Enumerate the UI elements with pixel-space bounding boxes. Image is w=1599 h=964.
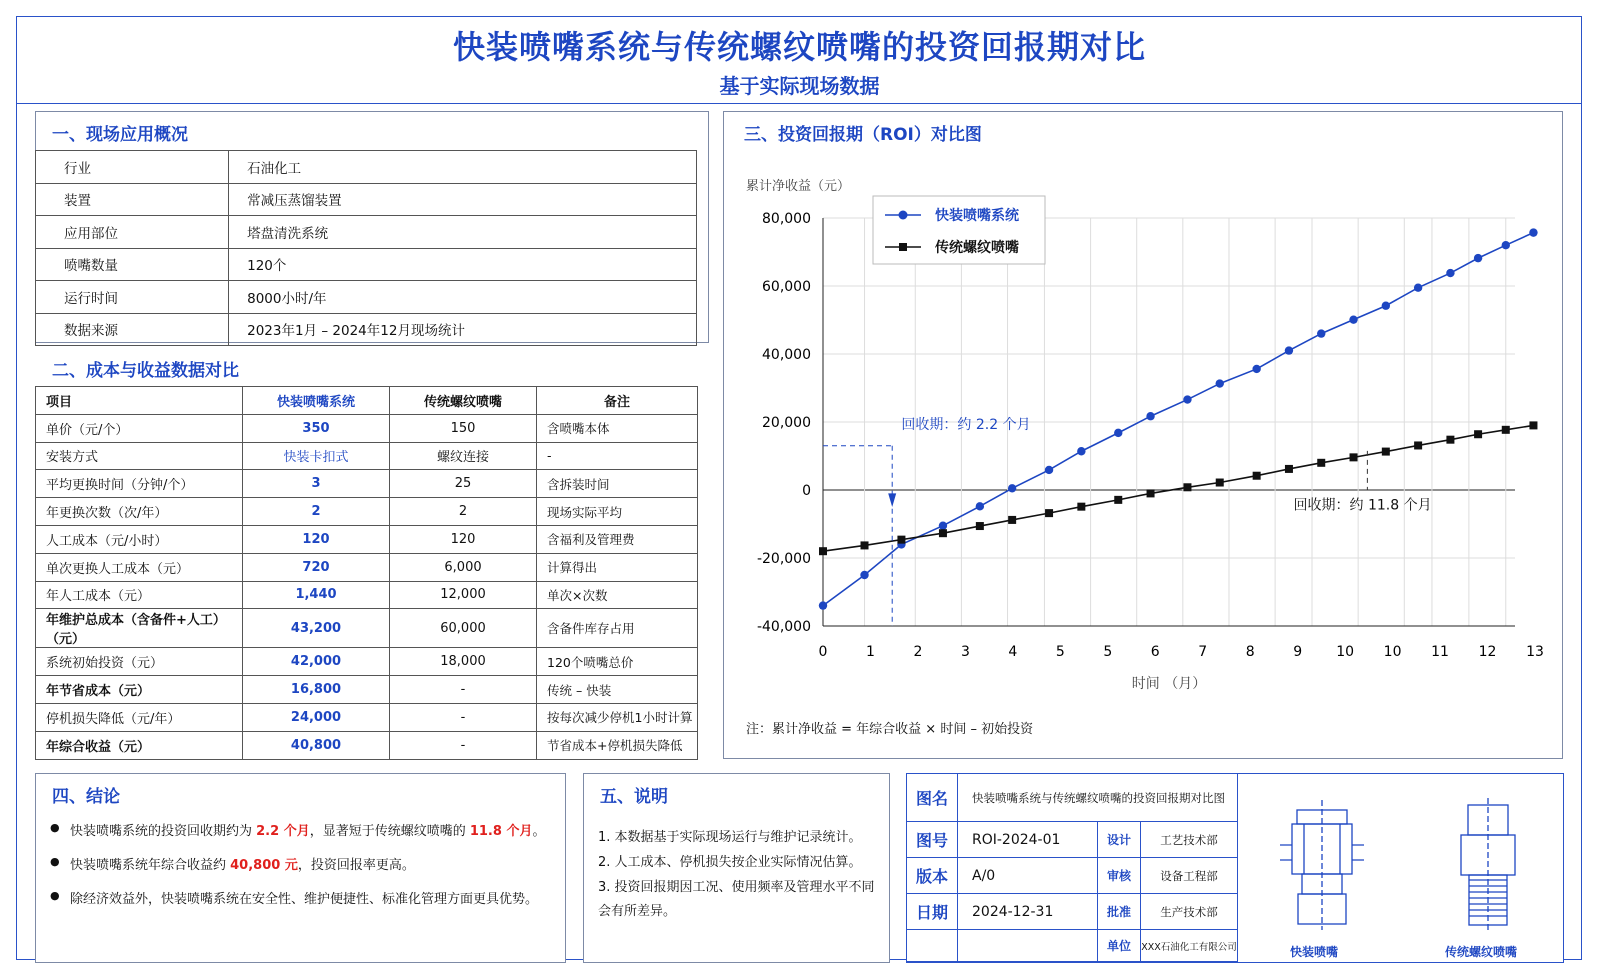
note-item: 1. 本数据基于实际现场运行与维护记录统计。 [598, 830, 862, 845]
data-point [1382, 448, 1390, 456]
cost-compare-table [35, 386, 698, 760]
site-info-row [36, 216, 697, 249]
data-point [1077, 503, 1085, 511]
data-point [1114, 429, 1122, 437]
data-point [1317, 329, 1325, 337]
data-point [819, 547, 827, 555]
cell-item: 人工成本（元/小时） [36, 525, 243, 553]
y-tick-label: 80,000 [762, 211, 811, 227]
tb-sign-value: 生产技术部 [1141, 894, 1238, 930]
page-title: 快装喷嘴系统与传统螺纹喷嘴的投资回报期对比 [452, 28, 1146, 66]
data-point [1045, 509, 1053, 517]
roi-chart [723, 170, 1563, 770]
data-point [1446, 269, 1454, 277]
site-info-value: 120个 [229, 248, 697, 281]
cell-quick: 3 [243, 470, 390, 498]
col-header-traditional: 传统螺纹喷嘴 [390, 387, 537, 415]
cell-remark: 含拆装时间 [537, 470, 698, 498]
cell-item: 单价（元/个） [36, 414, 243, 442]
tb-label-blank [907, 930, 958, 962]
cell-item: 系统初始投资（元） [36, 648, 243, 676]
table-row [36, 525, 698, 553]
data-point [1008, 516, 1016, 524]
data-point [1077, 447, 1085, 455]
data-point [939, 529, 947, 537]
conclusion-text: 快装喷嘴系统年综合收益约 [70, 858, 231, 873]
data-point [860, 571, 868, 579]
title-divider [16, 103, 1582, 104]
cell-quick: 350 [243, 414, 390, 442]
quick-nozzle-caption: 快装喷嘴 [1290, 945, 1339, 959]
chart-footnote: 注：累计净收益 = 年综合收益 × 时间 – 初始投资 [746, 722, 1034, 737]
data-point [1529, 421, 1537, 429]
cell-remark: 传统 – 快装 [537, 676, 698, 704]
data-point [1147, 489, 1155, 497]
data-point [1474, 254, 1482, 262]
cell-quick: 1,440 [243, 581, 390, 609]
table-row [36, 498, 698, 526]
cell-traditional: 6,000 [390, 553, 537, 581]
x-tick-label: 0 [818, 644, 828, 660]
site-info-value: 常减压蒸馏装置 [229, 183, 697, 216]
data-point [897, 536, 905, 544]
cell-item: 年人工成本（元） [36, 581, 243, 609]
x-tick-label: 10 [1336, 644, 1355, 660]
data-point [1114, 496, 1122, 504]
data-point [1414, 284, 1422, 292]
data-point [1529, 228, 1537, 236]
cell-remark: 计算得出 [537, 553, 698, 581]
cell-remark: 单次×次数 [537, 581, 698, 609]
data-point [1183, 395, 1191, 403]
cell-item: 年节省成本（元） [36, 676, 243, 704]
conclusion-text: 。 [532, 824, 546, 839]
x-tick-label: 3 [960, 644, 970, 660]
cell-traditional: 120 [390, 525, 537, 553]
cell-item: 年维护总成本（含备件+人工）（元） [36, 609, 243, 648]
cell-traditional: 150 [390, 414, 537, 442]
cell-traditional: 2 [390, 498, 537, 526]
data-point [1045, 466, 1053, 474]
data-point [1349, 315, 1357, 323]
data-point [1382, 302, 1390, 310]
data-point [1216, 379, 1224, 387]
tb-value-blank [958, 930, 1098, 962]
cell-remark: 含福利及管理费 [537, 525, 698, 553]
cell-traditional: 18,000 [390, 648, 537, 676]
site-info-value: 塔盘清洗系统 [229, 216, 697, 249]
cell-quick: 40,800 [243, 731, 390, 759]
cell-quick: 43,200 [243, 609, 390, 648]
legend-marker [899, 211, 908, 220]
conclusion-item [52, 888, 538, 907]
cell-quick: 16,800 [243, 676, 390, 704]
table-row [36, 414, 698, 442]
y-tick-label: -20,000 [756, 551, 811, 567]
site-info-row [36, 248, 697, 281]
legend-label: 传统螺纹喷嘴 [935, 240, 1019, 256]
tb-sign-value: XXX石油化工有限公司 [1141, 930, 1238, 962]
tb-label-version: 版本 [907, 858, 958, 894]
x-tick-label: 8 [1245, 644, 1255, 660]
table-row [36, 676, 698, 704]
payback-label-quick: 回收期：约 2.2 个月 [901, 416, 1031, 433]
x-tick-label: 9 [1293, 644, 1303, 660]
cell-quick: 24,000 [243, 703, 390, 731]
data-point [1502, 241, 1510, 249]
table-row [36, 442, 698, 470]
traditional-nozzle-drawing [1433, 790, 1543, 940]
site-info-label: 应用部位 [36, 216, 229, 249]
cell-item: 年更换次数（次/年） [36, 498, 243, 526]
site-info-value: 8000小时/年 [229, 281, 697, 314]
section1-title: 一、现场应用概况 [52, 125, 188, 145]
data-point [819, 601, 827, 609]
cell-traditional: - [390, 731, 537, 759]
data-point [1446, 436, 1454, 444]
legend-marker [899, 243, 907, 251]
data-point [1253, 472, 1261, 480]
note-item: 3. 投资回报期因工况、使用频率及管理水平不同会有所差异。 [598, 880, 875, 919]
tb-sign-value: 工艺技术部 [1141, 822, 1238, 858]
site-info-value: 2023年1月 – 2024年12月现场统计 [229, 313, 697, 346]
tb-label-number: 图号 [907, 822, 958, 858]
cell-quick: 42,000 [243, 648, 390, 676]
table-row [36, 609, 698, 648]
x-tick-label: 11 [1431, 644, 1449, 660]
data-point [1252, 365, 1260, 373]
cell-quick: 2 [243, 498, 390, 526]
section3-title: 三、投资回报期（ROI）对比图 [744, 125, 982, 145]
quick-nozzle-drawing [1262, 790, 1382, 940]
x-axis-label: 时间 （月） [1131, 676, 1207, 692]
data-point [1216, 479, 1224, 487]
highlight-value: 11.8 个月 [469, 824, 533, 839]
data-point [861, 541, 869, 549]
cell-remark: 节省成本+停机损失降低 [537, 731, 698, 759]
x-tick-label: 10 [1383, 644, 1402, 660]
data-point [1146, 412, 1154, 420]
site-info-label: 数据来源 [36, 313, 229, 346]
data-point [1350, 453, 1358, 461]
y-tick-label: 40,000 [762, 347, 811, 363]
conclusion-item [52, 820, 545, 839]
x-tick-label: 12 [1478, 644, 1497, 660]
site-info-label: 喷嘴数量 [36, 248, 229, 281]
title-block-table [906, 773, 1238, 962]
data-point [1474, 430, 1482, 438]
table-row [36, 731, 698, 759]
table-row [36, 470, 698, 498]
y-tick-label: 60,000 [762, 279, 811, 295]
site-info-row [36, 313, 697, 346]
conclusion-text: ，投资回报率更高。 [297, 858, 415, 873]
cell-item: 年综合收益（元） [36, 731, 243, 759]
cell-quick: 120 [243, 525, 390, 553]
cell-item: 停机损失降低（元/年） [36, 703, 243, 731]
col-header-quick: 快装喷嘴系统 [243, 387, 390, 415]
section2-title: 二、成本与收益数据对比 [52, 361, 239, 381]
tb-value-date: 2024-12-31 [958, 894, 1098, 930]
conclusion-text: 快装喷嘴系统的投资回收期约为 [70, 824, 257, 839]
site-info-row [36, 151, 697, 184]
cell-remark: 含喷嘴本体 [537, 414, 698, 442]
cell-remark: - [537, 442, 698, 470]
table-row [36, 553, 698, 581]
payback-label-traditional: 回收期：约 11.8 个月 [1293, 497, 1432, 514]
tb-sign-label: 批准 [1098, 894, 1141, 930]
y-axis-label: 累计净收益（元） [746, 179, 851, 194]
col-header-remark: 备注 [537, 387, 698, 415]
site-info-value: 石油化工 [229, 151, 697, 184]
tb-sign-label: 设计 [1098, 822, 1141, 858]
cell-item: 安装方式 [36, 442, 243, 470]
site-info-label: 行业 [36, 151, 229, 184]
x-tick-label: 6 [1150, 644, 1160, 660]
conclusion-item [52, 854, 415, 873]
section4-title: 四、结论 [52, 787, 120, 807]
cell-traditional: 25 [390, 470, 537, 498]
payback-arrow [888, 493, 896, 507]
conclusion-text: ，显著短于传统螺纹喷嘴的 [309, 824, 470, 839]
tb-sign-label: 单位 [1098, 930, 1141, 962]
site-info-label: 装置 [36, 183, 229, 216]
data-point [1414, 441, 1422, 449]
x-tick-label: 13 [1526, 644, 1544, 660]
tb-value-number: ROI-2024-01 [958, 822, 1098, 858]
x-tick-label: 5 [1055, 644, 1065, 660]
data-point [1317, 459, 1325, 467]
y-tick-label: 20,000 [762, 415, 811, 431]
cell-remark: 现场实际平均 [537, 498, 698, 526]
cell-traditional: 12,000 [390, 581, 537, 609]
tb-label-name: 图名 [907, 774, 958, 822]
tb-sign-label: 审核 [1098, 858, 1141, 894]
data-point [1502, 426, 1510, 434]
data-point [976, 522, 984, 530]
data-point [1285, 346, 1293, 354]
site-info-row [36, 281, 697, 314]
cell-item: 平均更换时间（分钟/个） [36, 470, 243, 498]
highlight-value: 2.2 个月 [256, 824, 310, 839]
cell-remark: 按每次减少停机1小时计算 [537, 703, 698, 731]
cell-traditional: - [390, 676, 537, 704]
data-point [1183, 483, 1191, 491]
cell-quick: 720 [243, 553, 390, 581]
data-point [1285, 465, 1293, 473]
tb-value-name: 快装喷嘴系统与传统螺纹喷嘴的投资回报期对比图 [958, 774, 1238, 822]
data-point [939, 522, 947, 530]
site-info-row [36, 183, 697, 216]
cell-traditional: - [390, 703, 537, 731]
cell-traditional: 60,000 [390, 609, 537, 648]
table-row [36, 581, 698, 609]
table-row [36, 648, 698, 676]
highlight-value: 40,800 元 [230, 858, 298, 873]
page-subtitle: 基于实际现场数据 [719, 74, 880, 98]
y-tick-label: -40,000 [756, 619, 811, 635]
cell-remark: 含备件库存占用 [537, 609, 698, 648]
y-tick-label: 0 [802, 483, 811, 499]
cell-remark: 120个喷嘴总价 [537, 648, 698, 676]
site-info-label: 运行时间 [36, 281, 229, 314]
cell-item: 单次更换人工成本（元） [36, 553, 243, 581]
data-point [1008, 484, 1016, 492]
data-point [976, 502, 984, 510]
tb-sign-value: 设备工程部 [1141, 858, 1238, 894]
note-item: 2. 人工成本、停机损失按企业实际情况估算。 [598, 855, 862, 870]
x-tick-label: 4 [1008, 644, 1018, 660]
tb-value-version: A/0 [958, 858, 1098, 894]
section5-title: 五、说明 [600, 787, 668, 807]
table-row [36, 703, 698, 731]
traditional-nozzle-caption: 传统螺纹喷嘴 [1445, 945, 1518, 959]
x-tick-label: 7 [1198, 644, 1208, 660]
conclusion-text: 除经济效益外，快装喷嘴系统在安全性、维护便捷性、标准化管理方面更具优势。 [70, 892, 539, 907]
legend-label: 快装喷嘴系统 [935, 208, 1019, 224]
x-tick-label: 1 [866, 644, 875, 660]
x-tick-label: 2 [913, 644, 923, 660]
col-header-item: 项目 [36, 387, 243, 415]
tb-label-date: 日期 [907, 894, 958, 930]
cell-traditional: 螺纹连接 [390, 442, 537, 470]
x-tick-label: 5 [1103, 644, 1113, 660]
cell-quick: 快装卡扣式 [243, 442, 390, 470]
site-info-table [35, 150, 697, 346]
